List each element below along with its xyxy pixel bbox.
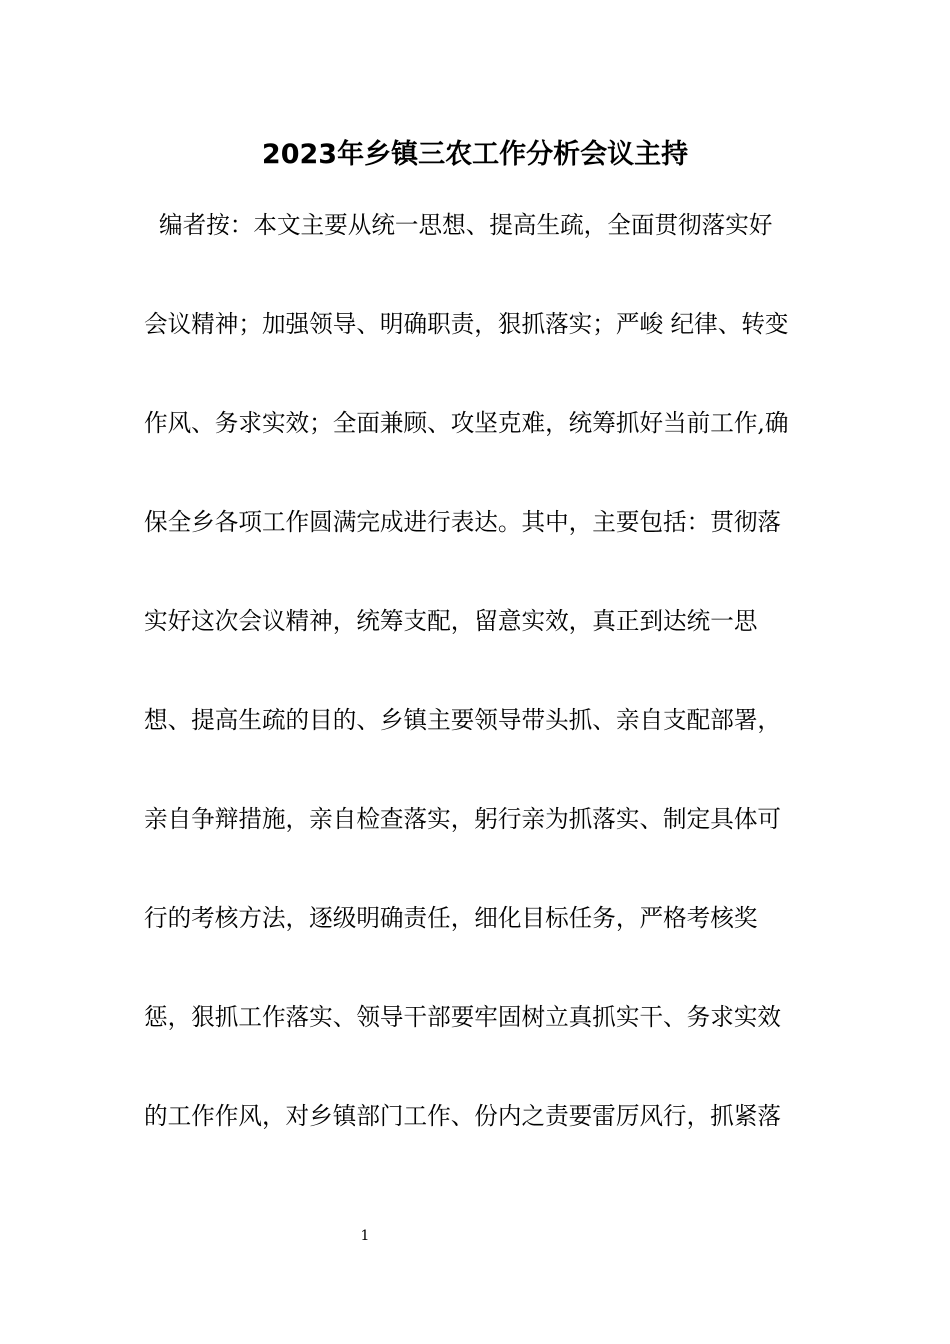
paragraph-line-2: 会议精神；加强领导、明确职责，狠抓落实；严峻 纪律、转变 bbox=[144, 310, 789, 338]
paragraph-line-8: 行的考核方法，逐级明确责任，细化目标任务，严格考核奖 bbox=[144, 904, 758, 932]
document-title: 2023年乡镇三农工作分析会议主持 bbox=[261, 139, 689, 170]
paragraph-line-5: 实好这次会议精神，统筹支配，留意实效，真正到达统一思 bbox=[144, 607, 758, 635]
paragraph-line-10: 的工作作风，对乡镇部门工作、份内之责要雷厉风行，抓紧落 bbox=[144, 1102, 782, 1130]
paragraph-line-1: 编者按：本文主要从统一思想、提高生疏，全面贯彻落实好 bbox=[144, 211, 773, 239]
paragraph-line-3: 作风、务求实效；全面兼顾、攻坚克难，统筹抓好当前工作,确 bbox=[144, 409, 789, 437]
page-number: 1 bbox=[360, 1228, 370, 1244]
paragraph-line-6: 想、提高生疏的目的、乡镇主要领导带头抓、亲自支配部署， bbox=[144, 706, 782, 734]
paragraph-line-4: 保全乡各项工作圆满完成进行表达。其中，主要包括：贯彻落 bbox=[144, 508, 782, 536]
paragraph-line-9: 惩，狠抓工作落实、领导干部要牢固树立真抓实干、务求实效 bbox=[144, 1003, 782, 1031]
paragraph-line-7: 亲自争辩措施，亲自检查落实，躬行亲为抓落实、制定具体可 bbox=[144, 805, 782, 833]
